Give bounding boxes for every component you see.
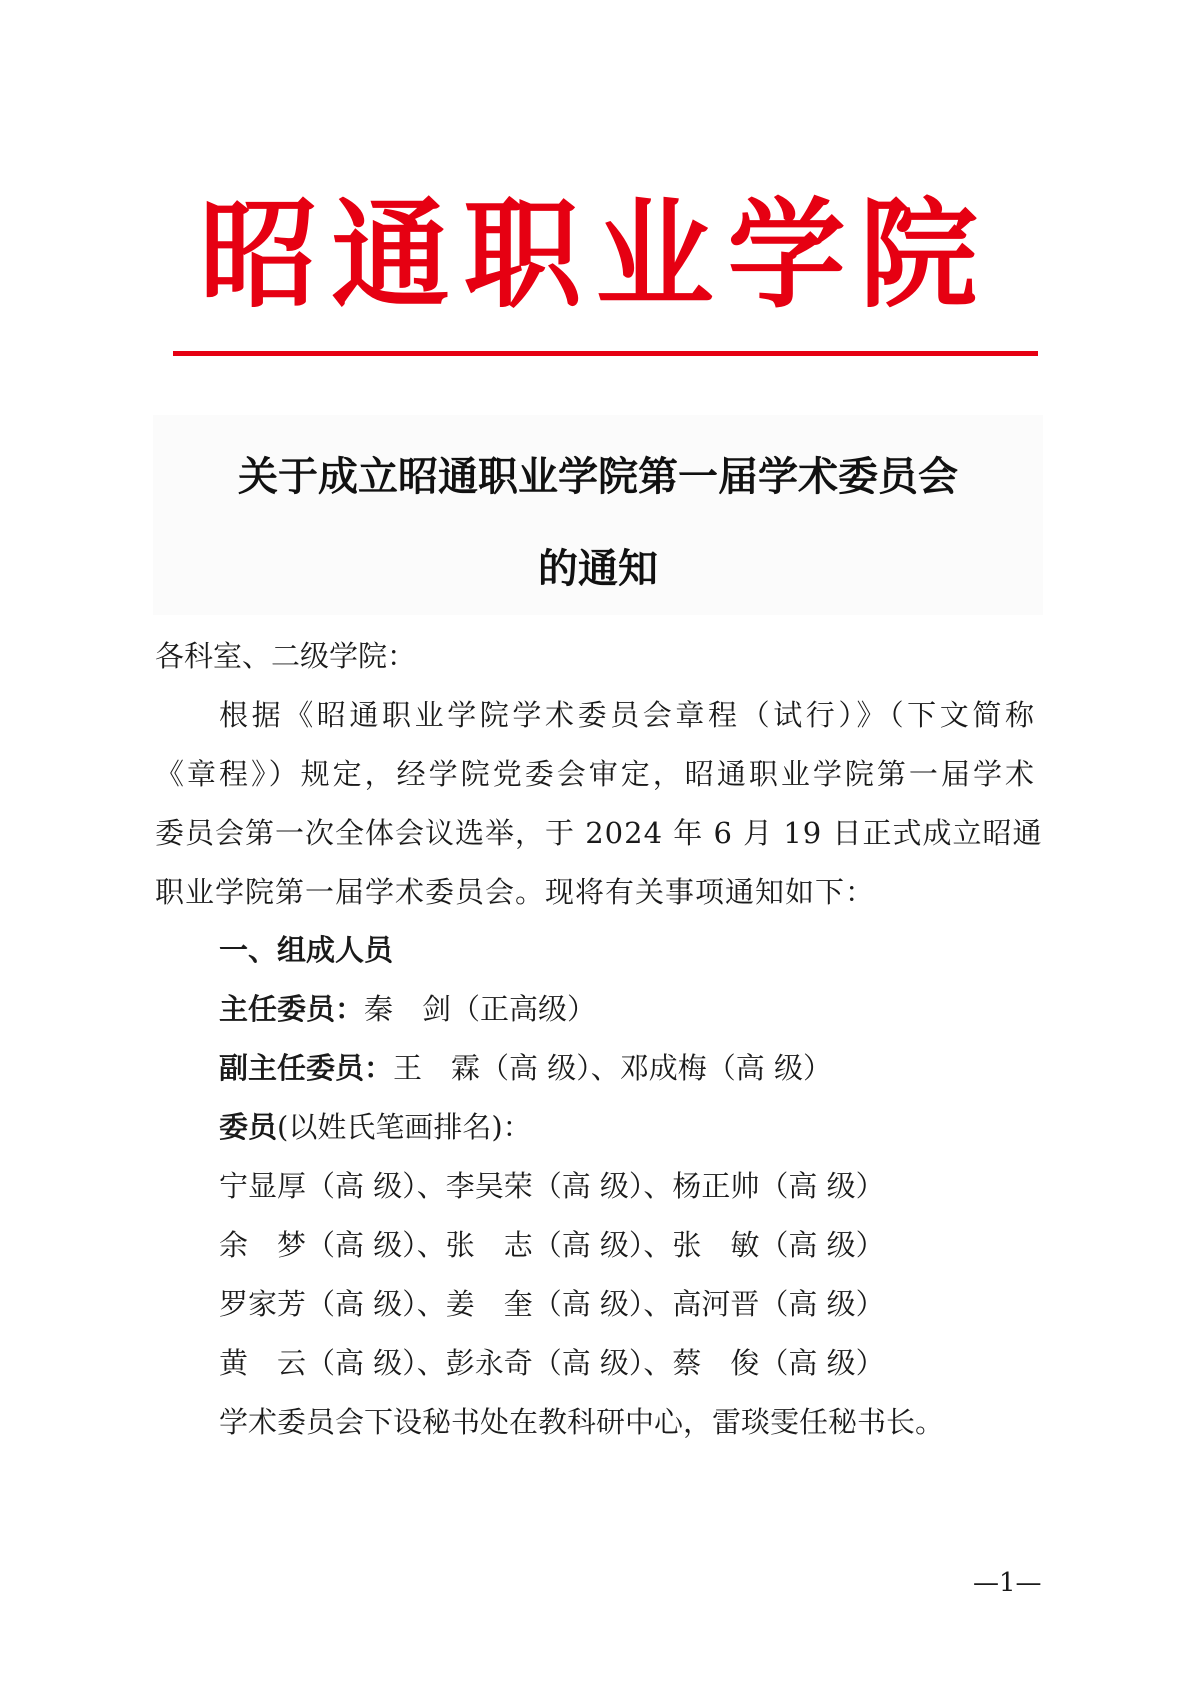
deputy-director-row xyxy=(219,1048,832,1088)
intro-line-4: 职业学院第一届学术委员会。现将有关事项通知如下： xyxy=(155,875,876,909)
director-label: 主任委员： xyxy=(219,992,365,1026)
members-list-row-3: 罗家芳（高 级）、姜 奎（高 级）、高河晋（高 级） xyxy=(219,1287,885,1321)
page-number: —1— xyxy=(973,1568,1042,1598)
salutation: 各科室、二级学院： xyxy=(155,639,417,673)
members-note: (以姓氏笔画排名)： xyxy=(277,1110,532,1144)
intro-line-2: 《章程》）规定，经学院党委会审定，昭通职业学院第一届学术 xyxy=(155,757,1035,791)
members-row xyxy=(219,1107,532,1147)
document-title-line-2: 的通知 xyxy=(538,546,658,592)
members-label: 委员 xyxy=(219,1110,278,1144)
members-list-row-4: 黄 云（高 级）、彭永奇（高 级）、蔡 俊（高 级） xyxy=(219,1346,885,1380)
document-title-line-1: 关于成立昭通职业学院第一届学术委员会 xyxy=(238,454,958,500)
section-heading-members: 一、组成人员 xyxy=(219,933,394,967)
intro-line-1: 根据《昭通职业学院学术委员会章程（试行）》（下文简称 xyxy=(219,698,1034,732)
members-list-row-2: 余 梦（高 级）、张 志（高 级）、张 敏（高 级） xyxy=(219,1228,885,1262)
red-header-rule xyxy=(173,351,1038,356)
deputy-director-value: 王 霖（高 级）、邓成梅（高 级） xyxy=(393,1051,832,1085)
secretariat-note: 学术委员会下设秘书处在教科研中心，雷琰雯任秘书长。 xyxy=(219,1405,945,1439)
deputy-director-label: 副主任委员： xyxy=(219,1051,394,1085)
masthead-institution-name: 昭通职业学院 xyxy=(199,186,992,324)
director-row xyxy=(219,989,596,1029)
intro-line-3: 委员会第一次全体会议选举，于 2024 年 6 月 19 日正式成立昭通 xyxy=(155,816,1043,850)
members-list-row-1: 宁显厚（高 级）、李吴荣（高 级）、杨正帅（高 级） xyxy=(219,1169,885,1203)
director-value: 秦 剑（正高级） xyxy=(364,992,597,1026)
